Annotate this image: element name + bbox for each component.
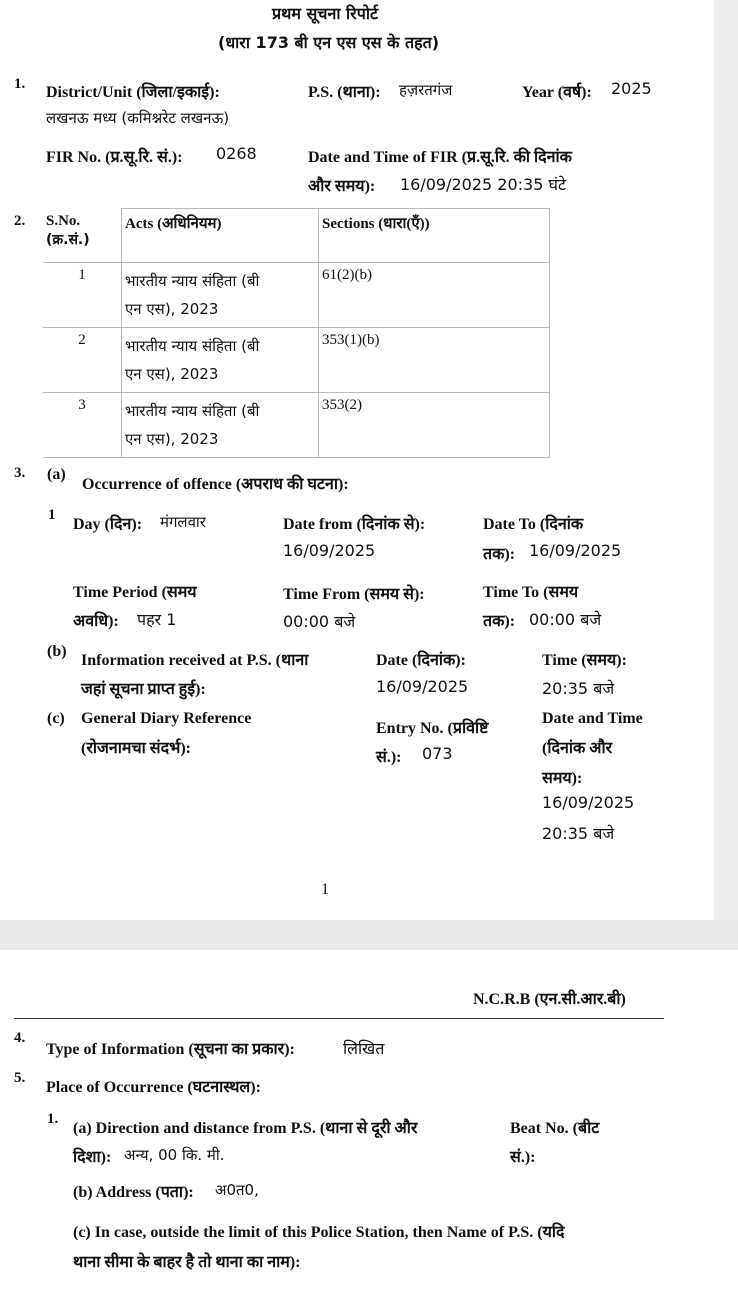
- occurrence-sub-1: 1: [48, 507, 56, 523]
- row-act-line2: एन एस), 2023: [125, 300, 219, 318]
- entry-no-label-2: सं.):: [376, 749, 402, 766]
- section-number-5: 5.: [14, 1070, 26, 1086]
- row-act-line1: भारतीय न्याय संहिता (बी: [125, 402, 260, 420]
- gd-datetime-label-3: समय):: [542, 770, 583, 787]
- district-value: लखनऊ मध्य (कमिश्नरेट लखनऊ): [46, 109, 230, 127]
- table-header-row: [43, 209, 550, 263]
- sno-header-cell: [43, 209, 122, 263]
- year-label: Year (वर्ष):: [522, 84, 592, 101]
- time-from-label: Time From (समय से):: [283, 586, 425, 603]
- date-from-value: 16/09/2025: [283, 541, 376, 560]
- ps-value: हज़रतगंज: [399, 81, 453, 99]
- info-time-value: 20:35 बजे: [542, 679, 615, 698]
- page-edge: [714, 0, 738, 950]
- time-period-label: Time Period (समय: [73, 584, 197, 601]
- gd-datetime-value-time: 20:35 बजे: [542, 824, 615, 843]
- time-to-value: 00:00 बजे: [529, 610, 602, 629]
- row-sno: 3: [43, 393, 122, 458]
- table-row: [43, 328, 550, 393]
- header-divider: [14, 1018, 664, 1019]
- entry-no-label: Entry No. (प्रविष्टि: [376, 720, 489, 737]
- fir-datetime-label: Date and Time of FIR (प्र.सू.रि. की दिनांक: [308, 149, 572, 166]
- gd-datetime-label-2: (दिनांक और: [542, 740, 613, 757]
- direction-value: अन्य, 00 कि. मी.: [124, 1146, 225, 1164]
- acts-header: Acts (अधिनियम): [122, 209, 319, 263]
- ps-label: P.S. (थाना):: [308, 84, 381, 101]
- gd-reference-label: General Diary Reference: [81, 710, 252, 727]
- date-from-label: Date from (दिनांक से):: [283, 516, 426, 533]
- info-date-label: Date (दिनांक):: [376, 652, 466, 669]
- table-row: [43, 263, 550, 328]
- gd-reference-label-2: (रोजनामचा संदर्भ):: [81, 740, 192, 757]
- info-time-label: Time (समय):: [542, 652, 627, 669]
- entry-no-value: 073: [422, 744, 453, 763]
- time-period-label-2: अवधि):: [73, 613, 119, 630]
- address-value: अ0त0,: [215, 1181, 259, 1199]
- row-act: [122, 393, 319, 458]
- date-to-label: Date To (दिनांक: [483, 516, 584, 533]
- occurrence-label: Occurrence of offence (अपराध की घटना):: [82, 476, 349, 493]
- time-from-value: 00:00 बजे: [283, 612, 356, 631]
- section-number-3: 3.: [14, 465, 26, 481]
- outside-ps-label: (c) In case, outside the limit of this Police Station, then Name of P.S. (यदि: [73, 1224, 565, 1241]
- place-sub-1: 1.: [47, 1111, 59, 1127]
- date-to-value: 16/09/2025: [529, 541, 622, 560]
- gd-datetime-label: Date and Time: [542, 710, 643, 727]
- address-label: (b) Address (पता):: [73, 1184, 194, 1201]
- row-act-line1: भारतीय न्याय संहिता (बी: [125, 272, 260, 290]
- fir-number-value: 0268: [216, 144, 257, 163]
- time-to-label: Time To (समय: [483, 584, 579, 601]
- row-sno: 1: [43, 263, 122, 328]
- info-type-value: लिखित: [343, 1039, 385, 1058]
- row-section: 61(2)(b): [319, 263, 550, 328]
- time-period-value: पहर 1: [137, 610, 177, 629]
- acts-sections-table: [43, 208, 550, 458]
- direction-label: (a) Direction and distance from P.S. (थाना से दूरी और: [73, 1120, 418, 1137]
- info-received-label-2: जहां सूचना प्राप्त हुई):: [81, 681, 206, 698]
- row-act: [122, 328, 319, 393]
- beat-no-label-2: सं.):: [510, 1149, 536, 1166]
- table-row: [43, 393, 550, 458]
- info-received-label: Information received at P.S. (थाना: [81, 652, 309, 669]
- date-to-label-2: तक):: [483, 546, 516, 563]
- document-title: प्रथम सूचना रिपोर्ट: [272, 4, 379, 23]
- sno-header-hindi: (क्र.सं.): [46, 231, 90, 248]
- ncrb-label: N.C.R.B (एन.सी.आर.बी): [473, 991, 626, 1008]
- row-act-line2: एन एस), 2023: [125, 365, 219, 383]
- sections-header: Sections (धारा(एँ)): [319, 209, 550, 263]
- district-label: District/Unit (जिला/इकाई):: [46, 84, 220, 101]
- fir-number-label: FIR No. (प्र.सू.रि. सं.):: [46, 149, 183, 166]
- info-date-value: 16/09/2025: [376, 677, 469, 696]
- section-number-4: 4.: [14, 1030, 26, 1046]
- outside-ps-label-2: थाना सीमा के बाहर है तो थाना का नाम):: [73, 1254, 301, 1271]
- sub-a-label: (a): [47, 466, 66, 483]
- page-break: [0, 920, 738, 950]
- document-subtitle: (धारा 173 बी एन एस एस के तहत): [218, 33, 440, 52]
- row-sno: 2: [43, 328, 122, 393]
- time-to-label-2: तक):: [483, 613, 516, 630]
- section-number-1: 1.: [14, 76, 26, 92]
- row-act-line2: एन एस), 2023: [125, 430, 219, 448]
- row-act: [122, 263, 319, 328]
- day-value: मंगलवार: [160, 513, 206, 531]
- place-of-occurrence-label: Place of Occurrence (घटनास्थल):: [46, 1079, 261, 1096]
- row-act-line1: भारतीय न्याय संहिता (बी: [125, 337, 260, 355]
- direction-label-2: दिशा):: [73, 1149, 112, 1166]
- row-section: 353(1)(b): [319, 328, 550, 393]
- beat-no-label: Beat No. (बीट: [510, 1120, 600, 1137]
- sno-header: S.No.: [46, 212, 81, 229]
- year-value: 2025: [611, 79, 652, 98]
- sub-b-label: (b): [47, 643, 67, 660]
- section-number-2: 2.: [14, 213, 26, 229]
- fir-datetime-label-2: और समय):: [308, 178, 376, 195]
- day-label: Day (दिन):: [73, 516, 143, 533]
- fir-datetime-value: 16/09/2025 20:35 घंटे: [400, 175, 567, 194]
- row-section: 353(2): [319, 393, 550, 458]
- page-number: 1: [321, 881, 329, 898]
- info-type-label: Type of Information (सूचना का प्रकार):: [46, 1041, 295, 1058]
- gd-datetime-value-date: 16/09/2025: [542, 793, 635, 812]
- sub-c-label: (c): [47, 710, 65, 727]
